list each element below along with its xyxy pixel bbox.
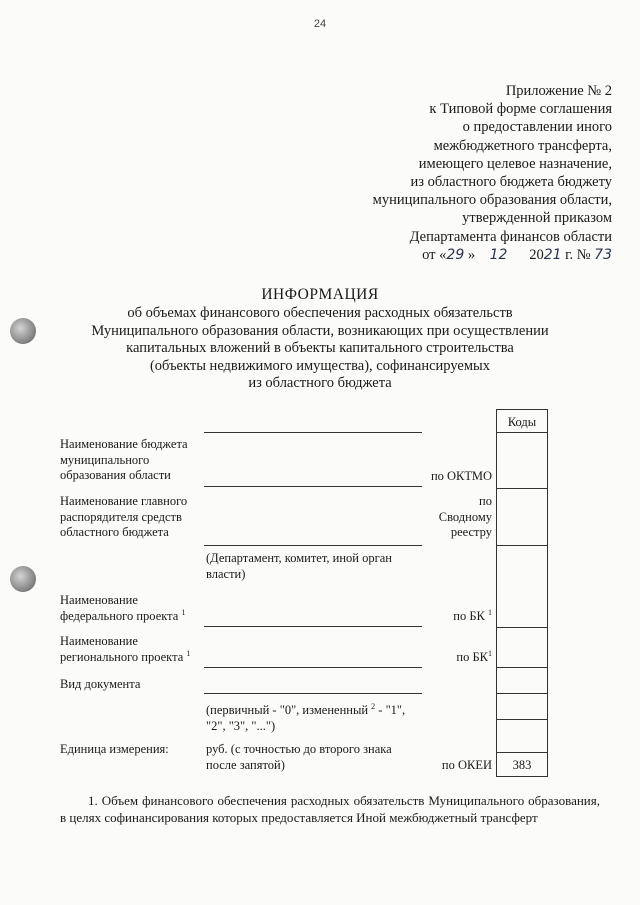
note-line: после запятой) [206, 757, 285, 772]
subtitle-line: из областного бюджета [248, 375, 392, 391]
date-year-label: г. № [565, 246, 591, 263]
okei-label: по ОКЕИ [441, 758, 492, 772]
appendix-line: о предоставлении иного [462, 119, 612, 136]
regional-field[interactable] [204, 667, 422, 668]
footnote-mark: 2 [371, 701, 376, 711]
subtitle-line: (объекты недвижимого имущества), софинансируемых [149, 357, 491, 374]
note-line: "2", "3", "...") [206, 718, 276, 733]
date-close: » [467, 246, 476, 263]
label-line: распорядителя средств [60, 509, 182, 524]
note-line: (Департамент, комитет, иной орган [206, 551, 392, 565]
federal-field[interactable] [204, 626, 422, 627]
doc-type-note [206, 703, 405, 734]
label-line: областного бюджета [60, 525, 169, 539]
punch-hole [10, 566, 36, 592]
label-line: регионального проекта [60, 649, 184, 664]
footnote-mark: 1 [186, 648, 191, 658]
note-line: власти) [206, 566, 246, 581]
oktmo-code-cell[interactable] [496, 432, 548, 489]
gr-label [60, 494, 187, 541]
spacer-code-cell [496, 545, 548, 628]
label-line: Наименование [60, 593, 138, 607]
okei-code-cell: 383 [496, 752, 548, 777]
doc-number-handwritten: 73 [594, 246, 612, 263]
bk-label [420, 609, 492, 625]
appendix-line: к Типовой форме соглашения [429, 101, 612, 118]
label-line: Наименование бюджета [60, 437, 188, 451]
budget-name-line-top [204, 432, 422, 433]
unit-value [206, 742, 392, 773]
budget-name-field[interactable] [204, 486, 422, 487]
oktmo-label: по ОКТМО [430, 469, 492, 483]
appendix-line: Приложение № 2 [505, 83, 612, 99]
bk2-label [420, 650, 492, 666]
punch-hole [10, 318, 36, 344]
codes-header: Коды [496, 409, 548, 433]
registry-label [420, 494, 492, 541]
subtitle-line: об объемах финансового обеспечения расходных обязательств [127, 305, 513, 321]
appendix-line: Департамента финансов области [409, 228, 612, 245]
appendix-line: из областного бюджета бюджету [410, 174, 612, 191]
footnote-mark: 1 [488, 607, 492, 617]
label-line: Сводному [438, 509, 492, 524]
label-line: образования области [60, 468, 171, 482]
date-year-prefix: 20 [529, 246, 544, 263]
section-paragraph: 1. Объем финансового обеспечения расходных обязательств Муниципального образования, в целях софинансирования которых предоставляется Иной межбюджетный трансферт [60, 793, 600, 825]
note-line: руб. (с точностью до второго знака [206, 742, 392, 756]
date-prefix: от « [422, 246, 447, 263]
label-line: Наименование [60, 634, 138, 648]
label-line: муниципального [60, 452, 150, 467]
appendix-date-line [373, 246, 612, 264]
budget-name-label [60, 437, 188, 484]
document-title: ИНФОРМАЦИЯ [261, 286, 379, 303]
footnote-mark: 1 [181, 607, 186, 617]
doc-type-label: Вид документа [60, 677, 141, 691]
appendix-line: муниципального образования области, [372, 192, 612, 209]
bk-code-cell[interactable] [496, 627, 548, 668]
doc-type-code-cell[interactable] [496, 693, 548, 720]
note-line: - "1", [378, 703, 406, 717]
appendix-line: утвержденной приказом [462, 210, 612, 227]
label-line: федерального проекта [60, 608, 179, 623]
bk-text: по БК [456, 650, 488, 664]
date-month-handwritten: 12 [489, 246, 508, 263]
unit-label: Единица измерения: [60, 742, 169, 756]
regional-label [60, 634, 190, 665]
appendix-line: имеющего целевое назначение, [418, 155, 612, 172]
label-line: по [479, 494, 492, 508]
bk2-code-cell[interactable] [496, 667, 548, 694]
federal-label [60, 593, 185, 624]
note-line: (первичный - "0", измененный [206, 703, 369, 717]
document-subtitle [60, 305, 580, 393]
doc-type-field[interactable] [204, 693, 422, 694]
label-line: реестру [450, 525, 492, 539]
appendix-block [373, 82, 612, 264]
subtitle-line: Муниципального образования области, возникающих при осуществлении [91, 322, 549, 339]
bk-text: по БК [453, 609, 485, 623]
subtitle-line: капитальных вложений в объекты капитального строительства [126, 340, 514, 356]
date-day-handwritten: 29 [446, 246, 465, 263]
label-line: Наименование главного [60, 494, 188, 508]
appendix-line: межбюджетного трансферта, [433, 137, 612, 154]
registry-code-cell[interactable] [496, 488, 548, 546]
date-year-handwritten: 21 [543, 246, 562, 263]
dept-note [206, 551, 392, 582]
page-number: 24 [313, 18, 327, 30]
gr-field[interactable] [204, 545, 422, 546]
footnote-mark: 1 [488, 648, 492, 658]
